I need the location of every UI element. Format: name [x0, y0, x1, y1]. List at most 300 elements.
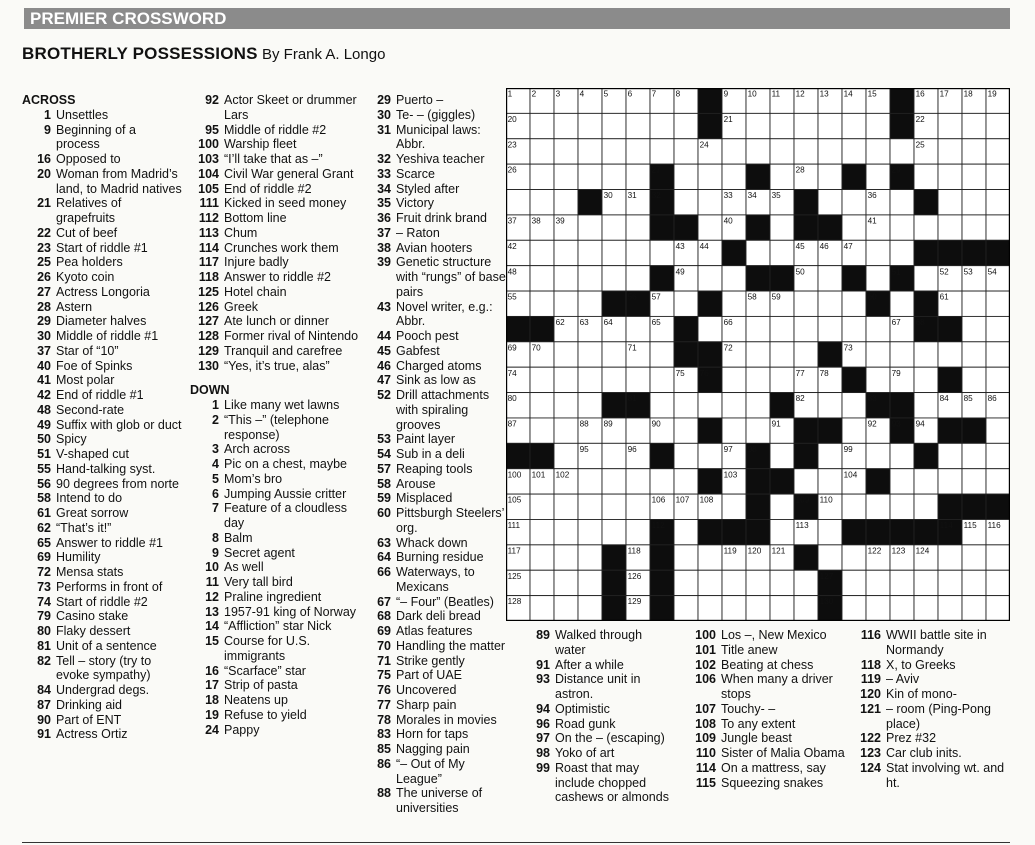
grid-cell[interactable]: [626, 113, 650, 138]
grid-cell[interactable]: [938, 545, 962, 570]
grid-cell[interactable]: [914, 596, 938, 621]
clue-text: “I’ll take that as –”: [224, 152, 323, 166]
clue-item: [22, 344, 182, 359]
grid-cell[interactable]: [578, 266, 602, 291]
grid-cell[interactable]: [962, 190, 986, 215]
block-cell: [890, 393, 914, 418]
grid-cell[interactable]: [698, 215, 722, 240]
grid-cell[interactable]: [530, 291, 554, 316]
grid-cell[interactable]: [914, 215, 938, 240]
grid-cell[interactable]: [530, 164, 554, 189]
grid-cell[interactable]: [818, 519, 842, 544]
grid-cell[interactable]: [554, 291, 578, 316]
grid-cell[interactable]: [818, 545, 842, 570]
grid-cell[interactable]: [722, 570, 746, 595]
grid-cell[interactable]: [770, 215, 794, 240]
grid-cell[interactable]: [578, 113, 602, 138]
grid-cell[interactable]: [554, 443, 578, 468]
grid-cell[interactable]: [890, 139, 914, 164]
grid-cell[interactable]: [554, 393, 578, 418]
grid-cell[interactable]: [674, 113, 698, 138]
grid-cell[interactable]: [602, 266, 626, 291]
grid-cell[interactable]: [914, 469, 938, 494]
grid-cell[interactable]: [794, 469, 818, 494]
grid-cell[interactable]: [530, 519, 554, 544]
grid-cell[interactable]: [818, 266, 842, 291]
grid-cell[interactable]: [674, 139, 698, 164]
grid-cell[interactable]: [866, 570, 890, 595]
grid-cell[interactable]: [698, 190, 722, 215]
grid-cell[interactable]: [578, 164, 602, 189]
cell-number: 116: [987, 521, 1001, 531]
grid-cell[interactable]: [962, 291, 986, 316]
cell-number: 88: [579, 419, 589, 429]
grid-cell[interactable]: [962, 545, 986, 570]
grid-cell[interactable]: [890, 215, 914, 240]
grid-cell[interactable]: [770, 596, 794, 621]
grid-cell[interactable]: [818, 291, 842, 316]
grid-cell[interactable]: [578, 519, 602, 544]
clue-text: Arch across: [224, 442, 290, 457]
grid-cell[interactable]: [746, 139, 770, 164]
grid-cell[interactable]: [530, 367, 554, 392]
grid-cell[interactable]: [890, 190, 914, 215]
grid-cell[interactable]: [698, 316, 722, 341]
cell-number: 114: [939, 521, 953, 531]
grid-cell[interactable]: [602, 240, 626, 265]
block-cell: [698, 342, 722, 367]
clue-number: 66: [377, 565, 391, 579]
grid-cell[interactable]: [602, 215, 626, 240]
grid-cell[interactable]: [746, 342, 770, 367]
clue-item: [22, 359, 182, 374]
grid-cell[interactable]: [530, 418, 554, 443]
grid-cell[interactable]: [866, 240, 890, 265]
grid-cell[interactable]: [626, 316, 650, 341]
grid-cell[interactable]: [962, 596, 986, 621]
grid-cell[interactable]: [554, 519, 578, 544]
grid-cell[interactable]: [530, 113, 554, 138]
cell-number: 12: [795, 89, 805, 99]
grid-cell[interactable]: [602, 519, 626, 544]
cell-number: 113: [795, 521, 809, 531]
grid-cell[interactable]: [986, 367, 1010, 392]
grid-cell[interactable]: [530, 266, 554, 291]
clue-item: [190, 255, 360, 270]
block-cell: [746, 469, 770, 494]
grid-cell[interactable]: [842, 545, 866, 570]
grid-cell[interactable]: [746, 393, 770, 418]
grid-cell[interactable]: [866, 139, 890, 164]
grid-cell[interactable]: [746, 418, 770, 443]
grid-cell[interactable]: [842, 316, 866, 341]
grid-cell[interactable]: [554, 570, 578, 595]
grid-cell[interactable]: [554, 596, 578, 621]
grid-cell[interactable]: [698, 545, 722, 570]
grid-cell[interactable]: [818, 113, 842, 138]
grid-cell[interactable]: [938, 113, 962, 138]
clue-item: [362, 609, 507, 624]
cell-number: 98: [747, 444, 757, 454]
grid-cell[interactable]: [890, 240, 914, 265]
clue-text: Yoko of art: [555, 746, 615, 760]
cell-number: 52: [939, 267, 949, 277]
grid-cell[interactable]: [914, 570, 938, 595]
grid-cell[interactable]: [938, 164, 962, 189]
grid-cell[interactable]: [986, 190, 1010, 215]
grid-cell[interactable]: [890, 570, 914, 595]
grid-cell[interactable]: [602, 139, 626, 164]
grid-cell[interactable]: [578, 139, 602, 164]
grid-cell[interactable]: [674, 393, 698, 418]
grid-cell[interactable]: [578, 215, 602, 240]
grid-cell[interactable]: [626, 519, 650, 544]
grid-cell[interactable]: [986, 418, 1010, 443]
grid-cell[interactable]: [962, 164, 986, 189]
grid-cell[interactable]: [770, 494, 794, 519]
grid-cell[interactable]: [746, 367, 770, 392]
grid-cell[interactable]: [746, 596, 770, 621]
grid-cell[interactable]: [698, 164, 722, 189]
grid-cell[interactable]: [746, 113, 770, 138]
clue-text: Prez #32: [886, 731, 937, 746]
grid-cell[interactable]: [866, 367, 890, 392]
grid-cell[interactable]: [578, 291, 602, 316]
grid-cell[interactable]: [578, 469, 602, 494]
grid-cell[interactable]: [698, 596, 722, 621]
grid-cell[interactable]: [866, 443, 890, 468]
grid-cell[interactable]: [890, 596, 914, 621]
grid-cell[interactable]: [722, 139, 746, 164]
grid-cell[interactable]: [602, 342, 626, 367]
cell-number: 45: [795, 241, 805, 251]
grid-cell[interactable]: [698, 266, 722, 291]
grid-cell[interactable]: [554, 342, 578, 367]
grid-cell[interactable]: [698, 443, 722, 468]
grid-cell[interactable]: [674, 291, 698, 316]
clue-text: Drill attachments with spiraling grooves: [396, 388, 490, 432]
grid-cell[interactable]: [626, 469, 650, 494]
grid-cell[interactable]: [890, 291, 914, 316]
clue-text: End of riddle #2: [224, 181, 312, 196]
grid-cell[interactable]: [818, 443, 842, 468]
grid-cell[interactable]: [602, 367, 626, 392]
grid-cell[interactable]: [818, 469, 842, 494]
grid-cell[interactable]: [674, 190, 698, 215]
grid-cell[interactable]: [650, 342, 674, 367]
grid-cell[interactable]: [506, 190, 530, 215]
grid-cell[interactable]: [578, 494, 602, 519]
grid-cell[interactable]: [842, 418, 866, 443]
grid-cell[interactable]: [626, 494, 650, 519]
grid-cell[interactable]: [626, 240, 650, 265]
grid-cell[interactable]: [722, 367, 746, 392]
clue-item: [362, 329, 507, 344]
grid-cell[interactable]: [914, 367, 938, 392]
grid-cell[interactable]: [962, 367, 986, 392]
clue-number: 42: [37, 388, 51, 402]
grid-cell[interactable]: [938, 570, 962, 595]
grid-cell[interactable]: [650, 139, 674, 164]
grid-cell[interactable]: [794, 113, 818, 138]
grid-cell[interactable]: [842, 139, 866, 164]
grid-cell[interactable]: [578, 570, 602, 595]
grid-cell[interactable]: [554, 113, 578, 138]
grid-cell[interactable]: [530, 240, 554, 265]
clue-item: [362, 211, 507, 226]
clue-item: [190, 137, 360, 152]
grid-cell[interactable]: [842, 113, 866, 138]
grid-cell[interactable]: [674, 570, 698, 595]
grid-cell[interactable]: [938, 596, 962, 621]
grid-cell[interactable]: [602, 164, 626, 189]
grid-cell[interactable]: [578, 596, 602, 621]
clue-number: 106: [695, 672, 716, 687]
grid-cell[interactable]: [746, 316, 770, 341]
grid-cell[interactable]: [674, 164, 698, 189]
clue-number: 12: [205, 589, 219, 604]
grid-cell[interactable]: [530, 570, 554, 595]
grid-cell[interactable]: [842, 596, 866, 621]
grid-cell[interactable]: [938, 469, 962, 494]
grid-cell[interactable]: [914, 393, 938, 418]
grid-cell[interactable]: [578, 240, 602, 265]
grid-cell[interactable]: [770, 367, 794, 392]
grid-cell[interactable]: [626, 215, 650, 240]
grid-cell[interactable]: [914, 494, 938, 519]
grid-cell[interactable]: [842, 291, 866, 316]
grid-cell[interactable]: [554, 139, 578, 164]
grid-cell[interactable]: [938, 190, 962, 215]
grid-cell[interactable]: [986, 570, 1010, 595]
grid-cell[interactable]: [866, 494, 890, 519]
grid-cell[interactable]: [770, 570, 794, 595]
block-cell: [770, 469, 794, 494]
clue-number: 9: [44, 122, 51, 137]
block-cell: [674, 215, 698, 240]
grid-cell[interactable]: [578, 367, 602, 392]
block-cell: [842, 519, 866, 544]
grid-cell[interactable]: [818, 316, 842, 341]
grid-cell[interactable]: [818, 139, 842, 164]
cell-number: 120: [747, 546, 762, 556]
grid-cell[interactable]: [650, 367, 674, 392]
grid-cell[interactable]: [842, 570, 866, 595]
clue-text: Paint layer: [396, 432, 456, 447]
grid-cell[interactable]: [962, 342, 986, 367]
grid-cell[interactable]: [794, 570, 818, 595]
clue-text: Jumping Aussie critter: [224, 486, 347, 501]
clue-item: [22, 300, 182, 315]
grid-cell[interactable]: [770, 342, 794, 367]
grid-cell[interactable]: [626, 164, 650, 189]
grid-cell[interactable]: [986, 545, 1010, 570]
grid-cell[interactable]: [938, 139, 962, 164]
grid-cell[interactable]: [554, 367, 578, 392]
grid-cell[interactable]: [986, 443, 1010, 468]
clue-text: “Affliction” star Nick: [224, 619, 332, 634]
grid-cell[interactable]: [842, 215, 866, 240]
grid-cell[interactable]: [698, 570, 722, 595]
grid-cell[interactable]: [770, 316, 794, 341]
grid-cell[interactable]: [818, 190, 842, 215]
grid-cell[interactable]: [866, 113, 890, 138]
crossword-grid[interactable]: [506, 88, 1010, 621]
clue-list: [846, 628, 1011, 790]
grid-cell[interactable]: [962, 316, 986, 341]
grid-cell[interactable]: [770, 113, 794, 138]
grid-cell[interactable]: [986, 215, 1010, 240]
grid-cell[interactable]: [602, 113, 626, 138]
grid-cell[interactable]: [650, 469, 674, 494]
grid-cell[interactable]: [674, 519, 698, 544]
grid-cell[interactable]: [986, 113, 1010, 138]
cell-number: 18: [963, 89, 973, 99]
grid-cell[interactable]: [938, 443, 962, 468]
grid-cell[interactable]: [938, 215, 962, 240]
grid-cell[interactable]: [986, 342, 1010, 367]
grid-cell[interactable]: [554, 240, 578, 265]
clue-item: [362, 536, 507, 551]
grid-cell[interactable]: [722, 291, 746, 316]
grid-cell[interactable]: [554, 545, 578, 570]
grid-cell[interactable]: [794, 316, 818, 341]
grid-cell[interactable]: [602, 469, 626, 494]
grid-cell[interactable]: [530, 596, 554, 621]
clue-text: “– Out of My League”: [396, 756, 465, 786]
clue-item: [190, 300, 360, 315]
grid-cell[interactable]: [842, 494, 866, 519]
grid-cell[interactable]: [626, 367, 650, 392]
grid-cell[interactable]: [554, 164, 578, 189]
grid-cell[interactable]: [938, 342, 962, 367]
grid-cell[interactable]: [602, 494, 626, 519]
grid-cell[interactable]: [650, 240, 674, 265]
grid-cell[interactable]: [986, 316, 1010, 341]
cell-number: 7: [651, 89, 657, 99]
grid-cell[interactable]: [986, 291, 1010, 316]
grid-cell[interactable]: [722, 266, 746, 291]
grid-cell[interactable]: [794, 139, 818, 164]
grid-cell[interactable]: [722, 494, 746, 519]
grid-cell[interactable]: [866, 266, 890, 291]
grid-cell[interactable]: [794, 342, 818, 367]
grid-cell[interactable]: [722, 393, 746, 418]
grid-cell[interactable]: [554, 266, 578, 291]
grid-cell[interactable]: [626, 266, 650, 291]
grid-cell[interactable]: [530, 139, 554, 164]
grid-cell[interactable]: [554, 190, 578, 215]
grid-cell[interactable]: [818, 393, 842, 418]
grid-cell[interactable]: [722, 596, 746, 621]
grid-cell[interactable]: [986, 469, 1010, 494]
grid-cell[interactable]: [890, 443, 914, 468]
grid-cell[interactable]: [890, 494, 914, 519]
grid-cell[interactable]: [770, 443, 794, 468]
grid-cell[interactable]: [578, 342, 602, 367]
grid-cell[interactable]: [698, 393, 722, 418]
grid-cell[interactable]: [578, 545, 602, 570]
grid-cell[interactable]: [626, 139, 650, 164]
clue-item: [190, 226, 360, 241]
grid-cell[interactable]: [578, 393, 602, 418]
grid-cell[interactable]: [962, 570, 986, 595]
grid-cell[interactable]: [842, 190, 866, 215]
grid-cell[interactable]: [650, 393, 674, 418]
clue-item: [190, 487, 360, 502]
grid-cell[interactable]: [770, 139, 794, 164]
clue-text: Distance unit in astron.: [555, 672, 641, 701]
grid-cell[interactable]: [674, 596, 698, 621]
grid-cell[interactable]: [914, 342, 938, 367]
grid-cell[interactable]: [674, 443, 698, 468]
grid-cell[interactable]: [746, 240, 770, 265]
grid-cell[interactable]: [770, 519, 794, 544]
grid-cell[interactable]: [986, 139, 1010, 164]
grid-cell[interactable]: [962, 469, 986, 494]
grid-cell[interactable]: [530, 190, 554, 215]
clue-item: [22, 196, 182, 226]
cell-number: 92: [867, 419, 877, 429]
grid-cell[interactable]: [986, 164, 1010, 189]
grid-cell[interactable]: [794, 596, 818, 621]
grid-cell[interactable]: [890, 469, 914, 494]
cell-number: 49: [675, 267, 685, 277]
grid-cell[interactable]: [770, 164, 794, 189]
grid-cell[interactable]: [554, 418, 578, 443]
grid-cell[interactable]: [962, 139, 986, 164]
clue-number: 98: [536, 746, 550, 760]
clue-number: 10: [205, 560, 219, 575]
grid-cell[interactable]: [866, 316, 890, 341]
clue-number: 83: [377, 727, 391, 742]
cell-number: 126: [627, 571, 642, 581]
grid-cell[interactable]: [818, 164, 842, 189]
clue-number: 64: [377, 550, 391, 565]
grid-cell[interactable]: [650, 113, 674, 138]
grid-cell[interactable]: [674, 545, 698, 570]
grid-cell[interactable]: [794, 291, 818, 316]
grid-cell[interactable]: [770, 240, 794, 265]
grid-cell[interactable]: [674, 469, 698, 494]
grid-cell[interactable]: [866, 164, 890, 189]
clue-item: [681, 746, 846, 761]
grid-cell[interactable]: [914, 164, 938, 189]
grid-cell[interactable]: [986, 596, 1010, 621]
grid-cell[interactable]: [722, 418, 746, 443]
grid-cell[interactable]: [530, 393, 554, 418]
grid-cell[interactable]: [914, 266, 938, 291]
grid-cell[interactable]: [866, 342, 890, 367]
grid-cell[interactable]: [962, 113, 986, 138]
grid-cell[interactable]: [674, 418, 698, 443]
grid-cell[interactable]: [890, 342, 914, 367]
grid-cell[interactable]: [602, 443, 626, 468]
block-cell: [602, 393, 626, 418]
grid-cell[interactable]: [530, 545, 554, 570]
block-cell: [650, 215, 674, 240]
grid-cell[interactable]: [530, 494, 554, 519]
grid-cell[interactable]: [722, 164, 746, 189]
grid-cell[interactable]: [554, 494, 578, 519]
grid-cell[interactable]: [842, 393, 866, 418]
grid-cell[interactable]: [866, 596, 890, 621]
grid-cell[interactable]: [626, 418, 650, 443]
clue-item: [362, 462, 507, 477]
grid-cell[interactable]: [962, 443, 986, 468]
grid-cell[interactable]: [746, 570, 770, 595]
grid-cell[interactable]: [962, 215, 986, 240]
